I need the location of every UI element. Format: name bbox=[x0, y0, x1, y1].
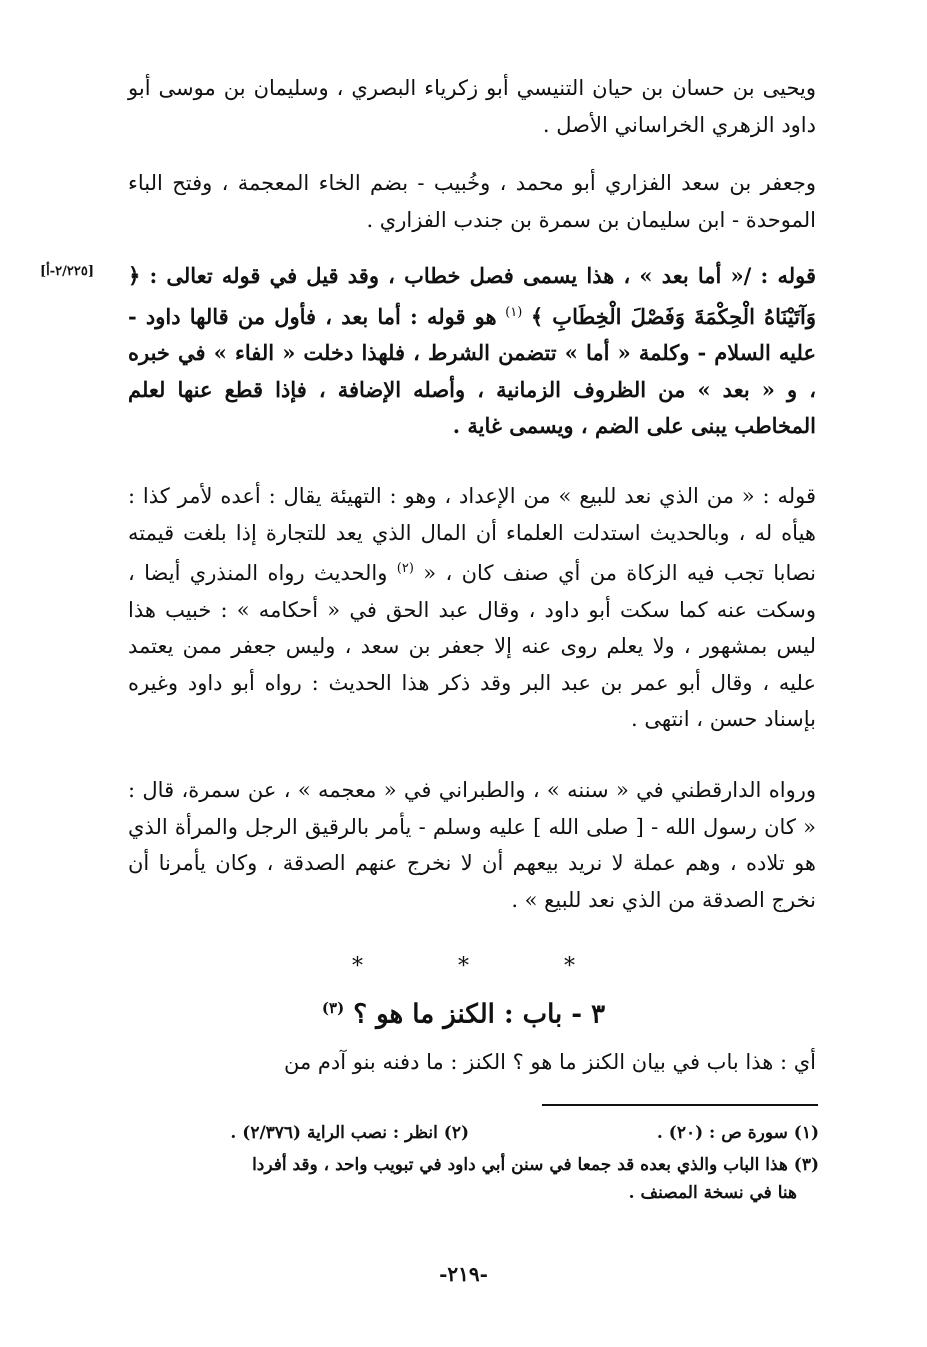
paragraph-text: والحديث رواه المنذري أيضا ، وسكت عنه كما سكت أبو داود ، وقال عبد الحق في « أحكامه » : خبيب هذا ليس بمشهور ، ولا يعلم روى عنه إلا جعفر بن سعد ، وليس جعفر ممن يعتمد عليه ، وقال أبو عمر بن عبد البر وقد ذكر هذا الحديث : رواه أبو داود وغيره بإسناد حسن ، انتهى . bbox=[128, 561, 816, 731]
margin-reference: [٢/٢٢٥-أ] bbox=[40, 264, 95, 279]
footnote-3-line: (٣) هذا الباب والذي بعده قد جمعا في سنن أبي داود في تبويب واحد ، وقد أفردا bbox=[252, 1155, 819, 1175]
paragraph-amma-bad bbox=[128, 258, 816, 445]
footnote-2: (٢) انظر : نصب الراية (٢/٣٧٦) . bbox=[230, 1123, 469, 1143]
paragraph-jafar bbox=[128, 165, 816, 238]
paragraph-nuid-lilbay bbox=[128, 478, 816, 738]
paragraph-kanz bbox=[128, 1044, 816, 1081]
footnote-divider bbox=[542, 1104, 818, 1106]
paragraph-daraqutni bbox=[128, 772, 816, 918]
footnote-ref-1: (١) bbox=[505, 304, 523, 320]
footnote-ref-2: (٢) bbox=[396, 561, 414, 576]
chapter-heading bbox=[0, 990, 927, 1033]
footnote-3-line: هنا في نسخة المصنف . bbox=[628, 1183, 797, 1203]
chapter-title: ٣ - باب : الكنز ما هو ؟ bbox=[353, 999, 606, 1030]
paragraph-text: ويحيى بن حسان بن حيان التنيسي أبو زكرياء البصري ، وسليمان بن موسى أبو داود الزهري الخراساني الأصل . bbox=[128, 76, 816, 137]
paragraph-text: ورواه الدارقطني في « سننه » ، والطبراني في « معجمه » ، عن سمرة، قال : « كان رسول الله - [ صلى الله ] عليه وسلم - يأمر بالرقيق الرجل والمرأة الذي هو تلاده ، وهم عملة لا نريد بيعهم أن لا نخرج عنهم الصدقة ، وكان يأمرنا أن نخرج الصدقة من الذي نعد للبيع » . bbox=[128, 778, 816, 912]
paragraph-text: أي : هذا باب في بيان الكنز ما هو ؟ الكنز : ما دفنه بنو آدم من bbox=[283, 1050, 816, 1074]
footnote-ref-3: (٣) bbox=[321, 999, 345, 1017]
paragraph-text: قوله : « من الذي نعد للبيع » من الإعداد ، وهو : التهيئة يقال : أعده لأمر كذا : هيأه له ، وبالحديث استدلت العلماء أن المال الذي يعد للتجارة إذا بلغت قيمته نصابا تجب فيه الزكاة من أي صنف كان ، « bbox=[128, 484, 816, 585]
footnote-1: (١) سورة ص : (٢٠) . bbox=[656, 1123, 819, 1143]
section-separator: * * * bbox=[352, 954, 619, 979]
page-number: -٢١٩- bbox=[439, 1262, 488, 1286]
paragraph-text: وجعفر بن سعد الفزاري أبو محمد ، وخُبيب - بضم الخاء المعجمة ، وفتح الباء الموحدة - ابن سليمان بن سمرة بن جندب الفزاري . bbox=[128, 171, 816, 232]
paragraph-text: هو قوله : أما بعد ، فأول من قالها داود - عليه السلام - وكلمة « أما » تتضمن الشرط ، فلهذا دخلت « الفاء » في خبره ، و « بعد » من الظروف الزمانية ، وأصله الإضافة ، فإذا قطع عنها لعلم المخاطب يبنى على الضم ، ويسمى غاية . bbox=[128, 303, 816, 438]
footnote-3 bbox=[129, 1151, 819, 1207]
paragraph-narrators bbox=[128, 70, 816, 143]
quote-lead: قوله : /« أما بعد » ، هذا يسمى فصل خطاب ، وقد قيل في قوله تعالى : ﴿ وَآتَيْنَاهُ الْحِكْمَةَ وَفَصْلَ الْخِطَابِ ﴾ bbox=[128, 263, 816, 329]
